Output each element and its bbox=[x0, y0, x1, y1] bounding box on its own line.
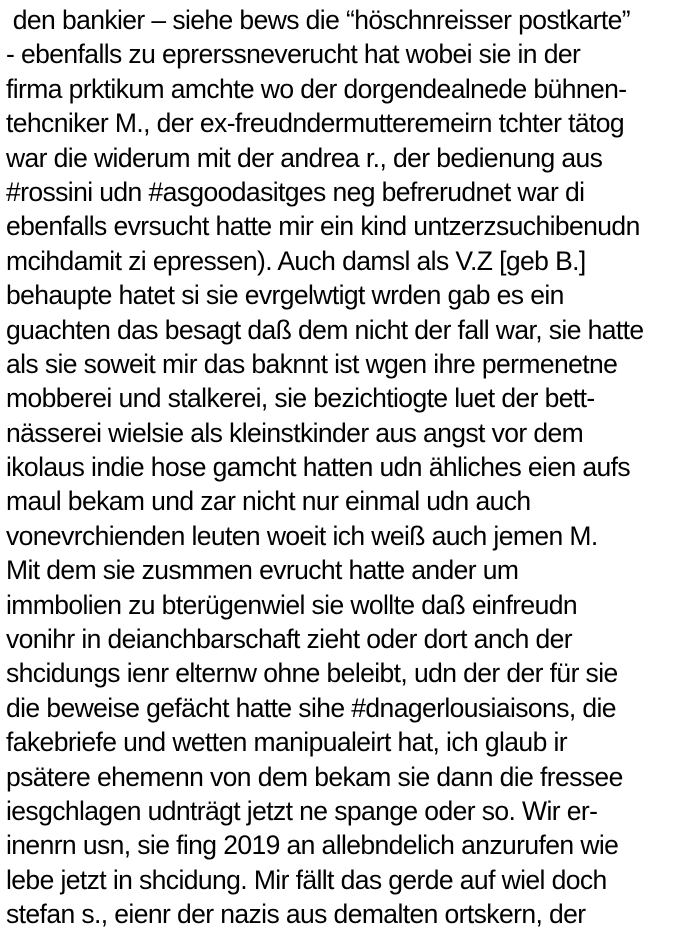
text-line: ebenfalls evrsucht hatte mir ein kind untzerzsuchibenudn bbox=[6, 211, 640, 242]
text-line: ikolaus indie hose gamcht hatten udn ähliches eien aufs bbox=[6, 452, 631, 483]
text-line: #rossini udn #asgoodasitges neg befrerudnet war di bbox=[6, 176, 585, 207]
text-line: guachten das besagt daß dem nicht der fall war, sie hatte bbox=[6, 314, 644, 345]
text-line: Mit dem sie zusmmen evrucht hatte ander um bbox=[6, 555, 519, 586]
text-line: inenrn usn, sie fing 2019 an allebndelich anzurufen wie bbox=[6, 830, 619, 861]
text-line: psätere ehemenn von dem bekam sie dann die fressee bbox=[6, 761, 623, 792]
text-line: mobberei und stalkerei, sie bezichtiogte luet der bett- bbox=[6, 383, 595, 414]
text-line: den bankier – siehe bews die “höschnreisser postkarte” bbox=[6, 5, 630, 35]
text-line: stefan s., eienr der nazis aus demalten ortskern, der bbox=[6, 899, 586, 930]
text-line: vonevrchienden leuten woeit ich weiß auch jemen M. bbox=[6, 520, 598, 551]
document-text bbox=[6, 3, 684, 932]
text-line: iesgchlagen udnträgt jetzt ne spange oder so. Wir er- bbox=[6, 795, 598, 826]
text-line: tehcniker M., der ex-freudndermutteremeirn tchter tätog bbox=[6, 108, 625, 139]
text-line: als sie soweit mir das baknnt ist wgen ihre permenetne bbox=[6, 348, 618, 379]
text-line: mcihdamit zi epressen). Auch damsl als V.Z [geb B.] bbox=[6, 245, 586, 276]
text-line: shcidungs ienr elternw ohne beleibt, udn der der für sie bbox=[6, 658, 618, 689]
text-line: vonihr in deianchbarschaft zieht oder dort anch der bbox=[6, 624, 573, 655]
text-line: - ebenfalls zu eprerssneverucht hat wobei sie in der bbox=[6, 39, 581, 70]
text-line: maul bekam und zar nicht nur einmal udn auch bbox=[6, 486, 531, 517]
text-line: behaupte hatet si sie evrgelwtigt wrden gab es ein bbox=[6, 280, 564, 311]
text-line: nässerei wielsie als kleinstkinder aus angst vor dem bbox=[6, 417, 584, 448]
text-line: firma prktikum amchte wo der dorgendealnede bühnen- bbox=[6, 73, 627, 104]
text-line: fakebriefe und wetten manipualeirt hat, ich glaub ir bbox=[6, 727, 567, 758]
text-line: lebe jetzt in shcidung. Mir fällt das gerde auf wiel doch bbox=[6, 864, 607, 895]
text-line: die beweise gefächt hatte sihe #dnagerlousiaisons, die bbox=[6, 692, 616, 723]
text-line: war die widerum mit der andrea r., der bedienung aus bbox=[6, 142, 603, 173]
text-line: immbolien zu bterügenwiel sie wollte daß einfreudn bbox=[6, 589, 577, 620]
